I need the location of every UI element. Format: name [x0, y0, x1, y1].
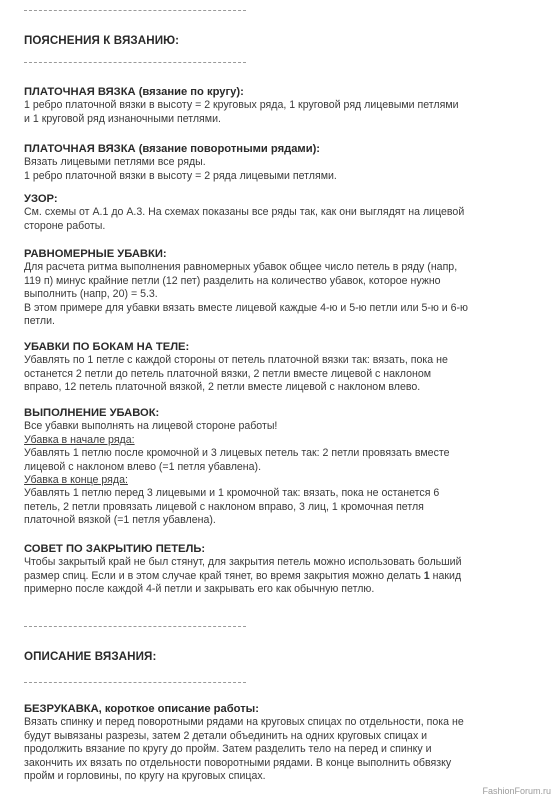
section-side-decrease: [24, 341, 539, 395]
section-even-decrease: [24, 248, 539, 328]
section-garter-round: [24, 86, 539, 126]
explanations-separator: [24, 62, 246, 64]
vest-line: пройм и горловины, по кругу на круговых спицах.: [24, 770, 266, 783]
vest-line: будут вывязаны разрезы, затем 2 детали объединить на одних круговых спицах и: [24, 729, 428, 742]
bind-off-title: СОВЕТ ПО ЗАКРЫТИЮ ПЕТЕЛЬ:: [24, 543, 206, 555]
decrease-start-line: лицевой с наклоном влево (=1 петля убавлена).: [24, 460, 262, 473]
section-bind-off: [24, 543, 539, 597]
decrease-end-line: Убавлять 1 петлю перед 3 лицевыми и 1 кромочной так: вязать, пока не останется 6: [24, 487, 440, 500]
vest-line: продолжить вязание по кругу до пройм. Затем разделить тело на перед и спинку и: [24, 743, 432, 756]
top-separator: [24, 10, 246, 12]
decrease-end-line: платочной вязкой (=1 петля убавлена).: [24, 514, 216, 527]
heading-explanations: [24, 34, 539, 47]
bind-off-line: примерно после каждой 4-й петли и закрывать его как обычную петлю.: [24, 583, 375, 596]
even-decrease-line: Для расчета ритма выполнения равномерных убавок общее число петель в ряду (напр,: [24, 261, 458, 274]
even-decrease-line: выполнить (напр, 20) = 5.3.: [24, 288, 158, 301]
decrease-start-subtitle: Убавка в начале ряда:: [24, 433, 135, 446]
explanations-heading: ПОЯСНЕНИЯ К ВЯЗАНИЮ:: [24, 34, 180, 47]
garter-rows-title: ПЛАТОЧНАЯ ВЯЗКА (вязание поворотными рядами):: [24, 143, 321, 155]
heading-description: [24, 650, 539, 663]
garter-round-line: 1 ребро платочной вязки в высоту = 2 круговых ряда, 1 круговой ряд лицевыми петлями: [24, 99, 459, 112]
even-decrease-title: РАВНОМЕРНЫЕ УБАВКИ:: [24, 248, 167, 260]
description-separator: [24, 682, 246, 684]
even-decrease-line: В этом примере для убавки вязать вместе лицевой каждые 4-ю и 5-ю петли или 5-ю и 6-ю: [24, 301, 468, 314]
side-decrease-line: Убавлять по 1 петле с каждой стороны от петель платочной вязки так: вязать, пока не: [24, 354, 448, 367]
section-pattern: [24, 193, 539, 233]
decrease-end-subtitle: Убавка в конце ряда:: [24, 474, 128, 487]
even-decrease-line: петли.: [24, 315, 55, 328]
bind-off-line-text: накид: [429, 569, 462, 582]
pattern-line: стороне работы.: [24, 219, 106, 232]
garter-round-line: и 1 круговой ряд изнаночными петлями.: [24, 112, 221, 125]
side-decrease-line: вправо, 12 петель платочной вязкой, 2 петли вместе лицевой с наклоном влево.: [24, 381, 421, 394]
description-heading: ОПИСАНИЕ ВЯЗАНИЯ:: [24, 650, 157, 663]
bind-off-line: Чтобы закрытый край не был стянут, для закрытия петель можно использовать больший: [24, 556, 462, 569]
garter-round-title: ПЛАТОЧНАЯ ВЯЗКА (вязание по кругу):: [24, 86, 244, 98]
even-decrease-line: 119 п) минус крайние петли (12 пет) разделить на количество убавок, которое нужно: [24, 274, 441, 287]
decrease-start-line: Убавлять 1 петлю после кромочной и 3 лицевых петель так: 2 петли провязать вместе: [24, 447, 450, 460]
doing-decrease-line: Все убавки выполнять на лицевой стороне работы!: [24, 420, 278, 433]
garter-rows-line: 1 ребро платочной вязки в высоту = 2 ряда лицевыми петлями.: [24, 169, 337, 182]
pattern-title: УЗОР:: [24, 193, 58, 205]
vest-line: Вязать спинку и перед поворотными рядами на круговых спицах по отдельности, пока не: [24, 716, 464, 729]
description-top-separator: [24, 626, 246, 628]
watermark: FashionForum.ru: [482, 785, 551, 796]
section-doing-decrease: [24, 407, 539, 528]
decrease-end-line: петель, 2 петли провязать лицевой с наклоном вправо, 3 лиц, 1 кромочная петля: [24, 500, 424, 513]
bind-off-line-text: размер спиц. Если и в этом случае край тянет, во время закрытия можно делать: [24, 569, 424, 582]
side-decrease-line: останется 2 петли до петель платочной вязки, 2 петли вместе лицевой с наклоном: [24, 367, 432, 380]
bind-off-bold-number: 1: [423, 569, 430, 582]
bind-off-line: [24, 570, 539, 583]
garter-rows-line: Вязать лицевыми петлями все ряды.: [24, 156, 206, 169]
doing-decrease-title: ВЫПОЛНЕНИЕ УБАВОК:: [24, 407, 160, 419]
section-vest: [24, 703, 539, 783]
section-garter-rows: [24, 143, 539, 183]
vest-title: БЕЗРУКАВКА, короткое описание работы:: [24, 703, 259, 715]
pattern-line: См. схемы от А.1 до А.3. На схемах показаны все ряды так, как они выглядят на лицевой: [24, 206, 465, 219]
vest-line: закончить их вязать по отдельности поворотными рядами. В конце выполнить обвязку: [24, 756, 452, 769]
side-decrease-title: УБАВКИ ПО БОКАМ НА ТЕЛЕ:: [24, 341, 190, 353]
